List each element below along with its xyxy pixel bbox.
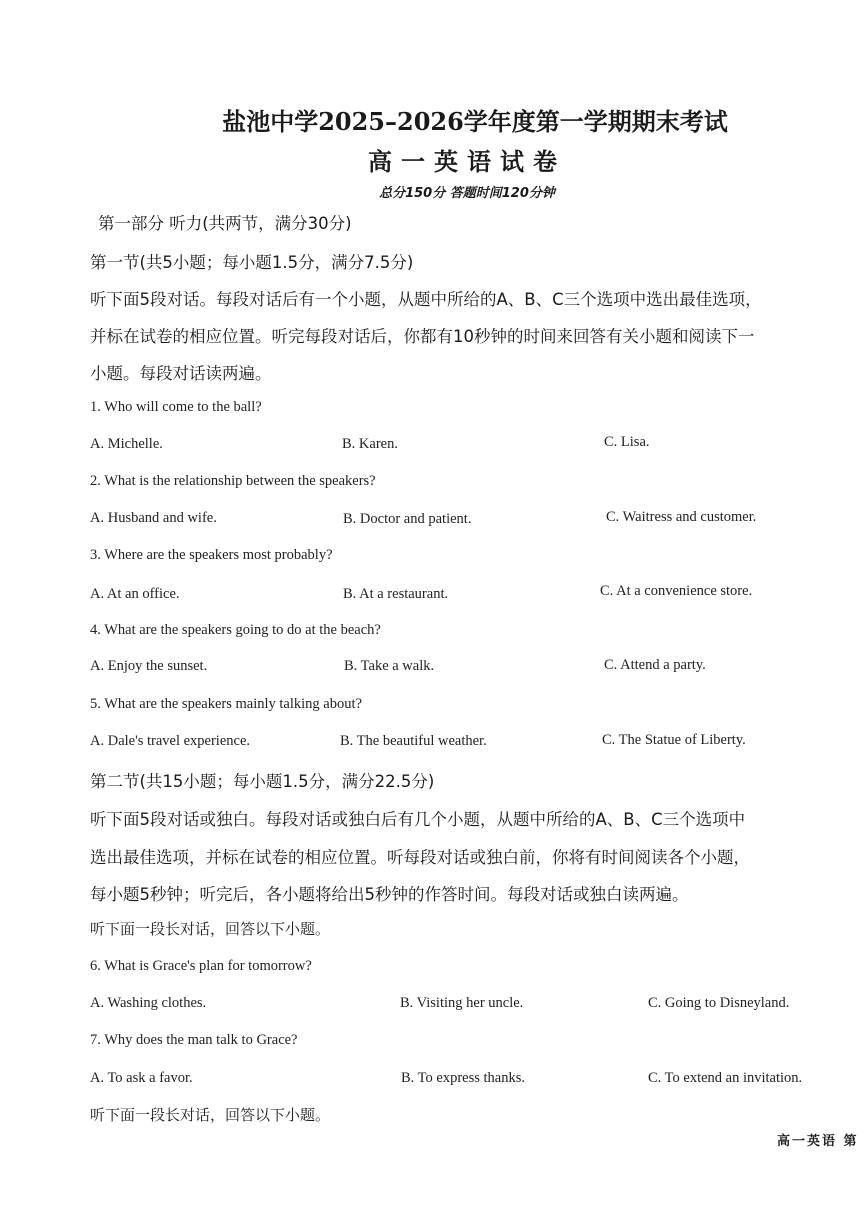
page-footer: 高一英语 第 (777, 1134, 859, 1149)
question-stem: 1. Who will come to the ball? (90, 399, 262, 415)
section1-instruction-line: 并标在试卷的相应位置。听完每段对话后，你都有10秒钟的时间来回答有关小题和阅读下一 (90, 327, 755, 346)
section1-heading: 第一节(共5小题；每小题1.5分，满分7.5分) (90, 253, 414, 272)
section1-instruction-line: 小题。每段对话读两遍。 (90, 364, 272, 383)
option-a: A. Michelle. (90, 436, 163, 452)
exam-title: 盐池中学2025–2026学年度第一学期期末考试 (222, 107, 728, 136)
score-info: 总分150分 答题时间120分钟 (379, 186, 555, 201)
option-a: A. Washing clothes. (90, 995, 207, 1011)
option-b: B. Take a walk. (344, 658, 435, 674)
question-stem: 6. What is Grace's plan for tomorrow? (90, 958, 312, 974)
dialogue-prompt: 听下面一段长对话，回答以下小题。 (90, 1106, 331, 1124)
option-c: C. To extend an invitation. (648, 1070, 803, 1086)
option-b: B. Visiting her uncle. (400, 995, 524, 1011)
question-stem: 2. What is the relationship between the speakers? (90, 473, 376, 489)
option-c: C. Going to Disneyland. (648, 995, 790, 1011)
section2-instruction-line: 选出最佳选项，并标在试卷的相应位置。听每段对话或独白前，你将有时间阅读各个小题， (90, 848, 750, 867)
option-c: C. Attend a party. (604, 657, 706, 673)
section2-instruction-line: 每小题5秒钟；听完后，各小题将给出5秒钟的作答时间。每段对话或独白读两遍。 (90, 885, 689, 904)
option-b: B. The beautiful weather. (340, 733, 487, 749)
option-b: B. To express thanks. (401, 1070, 525, 1086)
option-a: A. Husband and wife. (90, 510, 217, 526)
option-b: B. Karen. (342, 436, 398, 452)
section1-instruction-line: 听下面5段对话。每段对话后有一个小题，从题中所给的A、B、C三个选项中选出最佳选项， (90, 290, 762, 309)
section2-heading: 第二节(共15小题；每小题1.5分，满分22.5分) (90, 772, 435, 791)
option-a: A. To ask a favor. (90, 1070, 193, 1086)
option-c: C. Waitress and customer. (606, 509, 757, 525)
option-a: A. Enjoy the sunset. (90, 658, 208, 674)
part1-heading: 第一部分 听力(共两节，满分30分) (98, 214, 352, 233)
option-b: B. Doctor and patient. (343, 511, 472, 527)
option-c: C. The Statue of Liberty. (602, 732, 746, 748)
option-a: A. Dale's travel experience. (90, 733, 251, 749)
section2-instruction-line: 听下面5段对话或独白。每段对话或独白后有几个小题，从题中所给的A、B、C三个选项中 (90, 810, 746, 829)
question-stem: 7. Why does the man talk to Grace? (90, 1032, 298, 1048)
option-b: B. At a restaurant. (343, 586, 449, 602)
question-stem: 3. Where are the speakers most probably? (90, 547, 333, 563)
question-stem: 5. What are the speakers mainly talking about? (90, 696, 362, 712)
question-stem: 4. What are the speakers going to do at the beach? (90, 622, 381, 638)
option-c: C. At a convenience store. (600, 583, 753, 599)
option-a: A. At an office. (90, 586, 180, 602)
dialogue-prompt: 听下面一段长对话，回答以下小题。 (90, 920, 331, 938)
exam-subtitle: 高一英语试卷 (368, 147, 566, 176)
option-c: C. Lisa. (604, 434, 650, 450)
